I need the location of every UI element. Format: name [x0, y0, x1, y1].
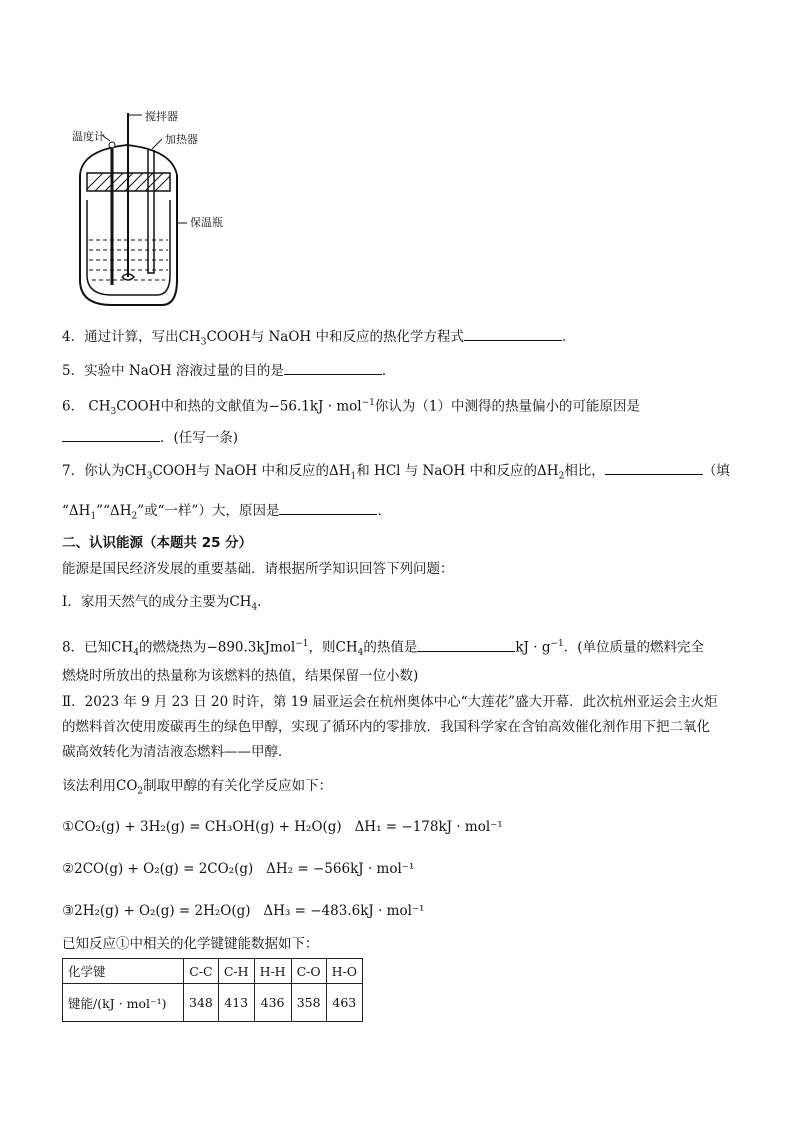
q7-sub2: 2	[558, 471, 565, 482]
q8-answer-blank[interactable]	[417, 637, 515, 652]
q7-cooh: COOH	[152, 463, 197, 479]
q6-number: 6．	[62, 398, 85, 415]
question-5	[62, 360, 395, 381]
q4-number: 4．	[62, 329, 85, 345]
q4-cooh: COOH	[206, 329, 251, 345]
q7-text-a: 你认为	[84, 463, 125, 479]
energy-ch: 413	[218, 984, 254, 1022]
part1-ch: CH	[229, 594, 252, 610]
question-6-line2	[62, 427, 238, 448]
q7-end: ．	[377, 503, 391, 519]
q4-text-a: 通过计算，写出	[84, 329, 179, 345]
energy-cc: 348	[184, 984, 219, 1022]
energy-co: 358	[291, 984, 326, 1022]
label-thermometer: 温度计	[72, 130, 105, 143]
q4-sub: 3	[200, 337, 207, 348]
reaction-2-dh: ΔH₂ = −566kJ · mol⁻¹	[266, 861, 415, 877]
q8-text-e: ．(单位质量的燃料完全	[563, 639, 705, 656]
bond-ho: H-O	[326, 959, 362, 984]
part-2-line-4	[62, 776, 332, 802]
q7-text-e: （填	[702, 463, 730, 479]
q8-ch-1: CH	[111, 639, 134, 656]
q6-end: ．(任写一条)	[160, 430, 239, 446]
q4-answer-blank[interactable]	[464, 326, 562, 341]
q7-answer-blank-2[interactable]	[279, 500, 377, 515]
section-2-title: 二、认识能源（本题共 25 分）	[62, 535, 253, 551]
q7-l2-a: “ΔH	[62, 503, 91, 519]
part1-sub: 4	[251, 602, 258, 613]
reaction-1-dh: ΔH₁ = −178kJ · mol⁻¹	[354, 819, 503, 835]
q4-end: ．	[561, 329, 576, 345]
q4-text-b: 与 NaOH 中和反应的热化学方程式	[250, 329, 464, 345]
q8-unit: kJ · g	[515, 639, 551, 656]
bond-cc: C-C	[184, 959, 219, 984]
table-intro: 已知反应①中相关的化学键键能数据如下：	[62, 936, 319, 952]
bond-hh: H-H	[254, 959, 291, 984]
part-1	[62, 592, 271, 618]
q5-number: 5．	[62, 363, 85, 379]
reaction-3	[62, 901, 424, 921]
q8-sub-1: 4	[133, 648, 139, 659]
q7-l2-sub2: 2	[131, 511, 138, 522]
q7-text-b: 与 NaOH 中和反应的	[196, 463, 329, 479]
part2-l4-a: 该法利用	[62, 778, 116, 794]
q5-answer-blank[interactable]	[284, 360, 382, 375]
q8-sup-1: −1	[295, 639, 309, 649]
q5-end: ．	[381, 363, 396, 379]
reaction-3-no: ③	[62, 903, 75, 919]
reaction-2	[62, 859, 414, 879]
q6-text-b: 你认为（1）中测得的热量偏小的可能原因是	[374, 398, 640, 415]
q4-ch: CH	[178, 329, 201, 345]
part2-co: CO	[116, 778, 138, 794]
part2-l4-b: 制取甲醇的有关化学反应如下：	[143, 778, 333, 794]
part2-sub: 2	[137, 786, 144, 797]
bond-ch: C-H	[218, 959, 254, 984]
q6-text-a: 中和热的文献值为	[160, 398, 269, 415]
part-2-line-1: Ⅱ．2023 年 9 月 23 日 20 时许，第 19 届亚运会在杭州奥体中心“大莲花”盛大开幕．此次杭州亚运会主火炬	[62, 694, 718, 710]
q8-sub-2: 4	[357, 648, 364, 659]
q6-ch: CH	[88, 398, 111, 415]
q6-value: −56.1kJ · mol	[268, 398, 362, 415]
q7-text-d: 相比，	[564, 463, 605, 479]
energy-ho: 463	[326, 984, 362, 1022]
table-energy-row	[63, 984, 363, 1022]
q8-number: 8．	[62, 639, 85, 656]
part-2-line-3: 碳高效转化为清洁液态燃料——甲醇．	[62, 744, 292, 760]
q7-ch: CH	[124, 463, 147, 479]
q7-sub: 3	[146, 471, 153, 482]
question-8-line2: 燃烧时所放出的热量称为该燃料的热值，结果保留一位小数)	[62, 668, 419, 684]
q7-dh2: ΔH	[537, 463, 559, 479]
question-8	[62, 634, 704, 663]
q8-text-c: ，则	[308, 639, 336, 656]
q6-sub: 3	[110, 407, 117, 418]
bond-energy-table	[62, 958, 363, 1022]
label-heater: 加热器	[165, 133, 198, 146]
q7-answer-blank-1[interactable]	[605, 460, 703, 475]
label-flask: 保温瓶	[190, 216, 223, 229]
q7-sub1: 1	[350, 471, 357, 482]
reaction-1-no: ①	[62, 819, 75, 835]
q8-sup-2: −1	[550, 639, 564, 649]
section-2-intro: 能源是国民经济发展的重要基础．请根据所学知识回答下列问题：	[62, 561, 454, 577]
reaction-1	[62, 817, 503, 837]
question-6	[62, 393, 640, 422]
part1-text: Ⅰ．家用天然气的成分主要为	[62, 594, 230, 610]
q7-number: 7．	[62, 463, 85, 479]
table-header-row	[63, 959, 363, 984]
reaction-2-no: ②	[62, 861, 75, 877]
question-7	[62, 460, 730, 487]
table-header-label: 化学键	[63, 959, 184, 984]
q7-dh1: ΔH	[328, 463, 351, 479]
label-stirrer: 搅拌器	[145, 110, 178, 123]
q8-ch-2: CH	[335, 639, 358, 656]
q6-cooh: COOH	[116, 398, 161, 415]
q8-text-d: 的热值是	[363, 639, 418, 656]
question-7-line2	[62, 500, 391, 527]
reaction-3-eq: 2H₂(g) + O₂(g) = 2H₂O(g)	[74, 903, 251, 919]
energy-hh: 436	[254, 984, 291, 1022]
question-4	[62, 326, 575, 353]
reaction-1-eq: CO₂(g) + 3H₂(g) = CH₃OH(g) + H₂O(g)	[74, 819, 342, 835]
bond-co: C-O	[291, 959, 326, 984]
q8-value: −890.3kJmol	[206, 639, 296, 656]
part1-end: ．	[257, 594, 271, 610]
q6-answer-blank[interactable]	[62, 427, 160, 442]
q7-l2-c: ”或“一样”）大，原因是	[137, 503, 280, 519]
q8-text-b: 的燃烧热为	[138, 639, 207, 656]
q7-l2-b: ”“ΔH	[96, 503, 132, 519]
q5-text: 实验中 NaOH 溶液过量的目的是	[84, 363, 284, 379]
q8-text-a: 已知	[84, 639, 112, 656]
reaction-3-dh: ΔH₃ = −483.6kJ · mol⁻¹	[263, 903, 425, 919]
q7-text-c: 和 HCl 与 NaOH 中和反应的	[356, 463, 538, 479]
table-row-label: 键能/(kJ · mol⁻¹)	[63, 984, 184, 1022]
q7-l2-sub1: 1	[90, 511, 97, 522]
part-2-line-2: 的燃料首次使用废碳再生的绿色甲醇，实现了循环内的零排放．我国科学家在含铂高效催化剂作用下把二氧化	[62, 719, 710, 735]
q6-sup: −1	[361, 398, 375, 408]
reaction-2-eq: 2CO(g) + O₂(g) = 2CO₂(g)	[74, 861, 254, 877]
